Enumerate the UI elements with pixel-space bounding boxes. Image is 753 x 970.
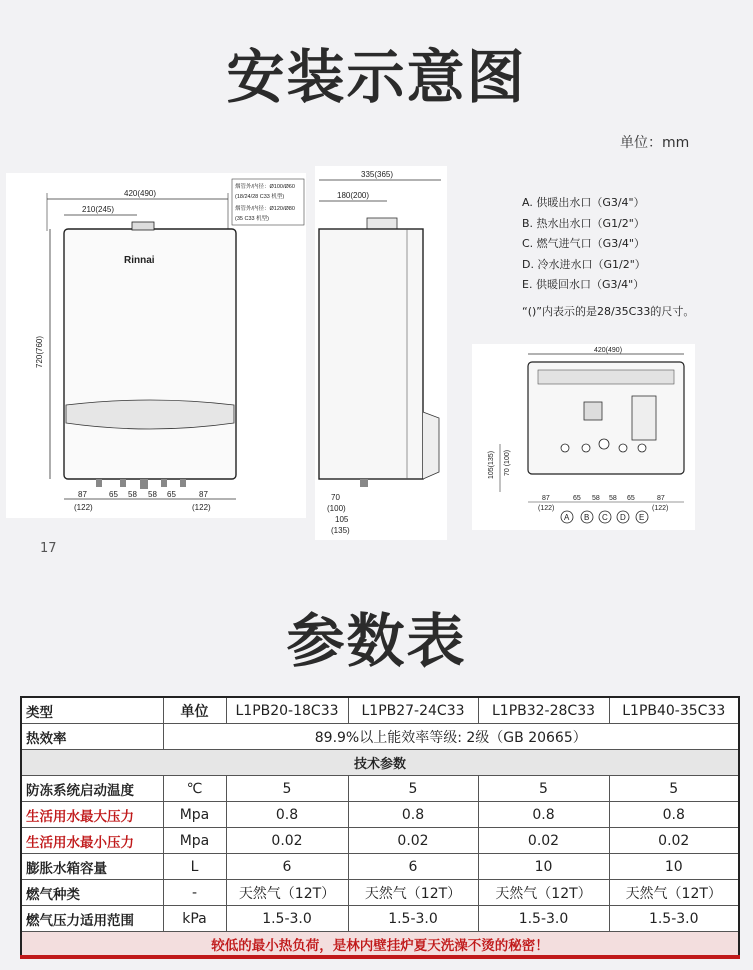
- row-unit: ℃: [163, 776, 226, 802]
- row-value: 1.5-3.0: [609, 906, 739, 932]
- row-label: 膨胀水箱容量: [21, 854, 163, 880]
- front-dim-alt-right: (122): [192, 503, 211, 512]
- bottom-height-1: 105(135): [488, 450, 495, 479]
- row-value: 天然气（12T）: [609, 880, 739, 906]
- row-unit: kPa: [163, 906, 226, 932]
- row-unit: -: [163, 880, 226, 906]
- legend-note: “()”内表示的是28/35C33的尺寸。: [522, 304, 695, 318]
- header-unit: 单位: [163, 697, 226, 724]
- row-value: 0.8: [348, 802, 478, 828]
- row-value: 0.8: [609, 802, 739, 828]
- bottom-dim-3: 58: [592, 495, 600, 502]
- front-dim-5: 65: [167, 490, 176, 499]
- efficiency-value: 89.9%以上能效率等级: 2级（GB 20665）: [163, 724, 739, 750]
- footer-slogan: 较低的最小热负荷，是林内壁挂炉夏天洗澡不烫的秘密！: [21, 932, 739, 958]
- side-dim-2: (100): [327, 504, 346, 513]
- brand-logo: Rinnai: [124, 255, 155, 266]
- table-section-row: [21, 750, 739, 776]
- row-value: 5: [226, 776, 348, 802]
- table-row-efficiency: [21, 724, 739, 750]
- row-value: 0.02: [226, 828, 348, 854]
- table-row: [21, 828, 739, 854]
- front-dim-6: 87: [199, 490, 208, 499]
- row-value: 6: [348, 854, 478, 880]
- bottom-view-drawing: [472, 344, 695, 530]
- row-label: 燃气压力适用范围: [21, 906, 163, 932]
- params-heading: 参数表: [286, 607, 467, 675]
- table-row: [21, 906, 739, 932]
- boiler-side-body: [319, 229, 423, 479]
- row-value: 1.5-3.0: [226, 906, 348, 932]
- table-header-row: [21, 697, 739, 724]
- row-value: 天然气（12T）: [348, 880, 478, 906]
- front-half-width: 210(245): [82, 205, 115, 214]
- row-label: 生活用水最小压力: [21, 828, 163, 854]
- front-height: 720(760): [35, 335, 44, 368]
- front-dim-2: 65: [109, 490, 118, 499]
- legend-item-b: B. 热水出水口（G1/2"）: [522, 216, 645, 230]
- row-value: 0.02: [348, 828, 478, 854]
- table-row: [21, 854, 739, 880]
- row-value: 1.5-3.0: [348, 906, 478, 932]
- flue-note-4: (35 C33 机型): [235, 216, 269, 222]
- row-value: 0.02: [609, 828, 739, 854]
- side-view-drawing: [315, 166, 447, 540]
- efficiency-label: 热效率: [21, 724, 163, 750]
- row-value: 天然气（12T）: [226, 880, 348, 906]
- row-value: 1.5-3.0: [478, 906, 609, 932]
- side-dim-3: 105: [335, 515, 349, 524]
- row-label: 生活用水最大压力: [21, 802, 163, 828]
- front-view-drawing: [6, 173, 306, 518]
- bottom-width: 420(490): [594, 347, 623, 354]
- row-unit: L: [163, 854, 226, 880]
- port-label-e: E: [639, 513, 645, 522]
- header-model-1: L1PB20-18C33: [226, 697, 348, 724]
- row-label: 燃气种类: [21, 880, 163, 906]
- bottom-dim-6: 87: [657, 495, 665, 502]
- legend-item-e: E. 供暖回水口（G3/4"）: [522, 278, 645, 291]
- legend-item-d: D. 冷水进水口（G1/2"）: [522, 257, 646, 271]
- side-dim-1: 70: [331, 493, 340, 502]
- port-label-a: A: [564, 513, 570, 522]
- legend-item-c: C. 燃气进气口（G3/4"）: [522, 237, 645, 250]
- unit-note: 单位：mm: [620, 135, 690, 151]
- table-row: [21, 802, 739, 828]
- row-value: 0.02: [478, 828, 609, 854]
- table-footer-row: [21, 932, 739, 958]
- install-diagram-heading: 安装示意图: [226, 43, 527, 111]
- bottom-dim-1: 87: [542, 495, 550, 502]
- flue-note-3: 烟管外/内径：Ø120/Ø80: [235, 206, 295, 212]
- page-number: 17: [40, 541, 57, 556]
- port-label-b: B: [584, 513, 590, 522]
- spec-table: [20, 696, 740, 959]
- bottom-height-2: 70 (100): [504, 449, 511, 476]
- bottom-dim-2: 65: [573, 495, 581, 502]
- header-model-3: L1PB32-28C33: [478, 697, 609, 724]
- side-flue-offset: 180(200): [337, 191, 370, 200]
- bottom-dim-4: 58: [609, 495, 617, 502]
- row-value: 6: [226, 854, 348, 880]
- front-total-width: 420(490): [124, 189, 157, 198]
- front-dim-4: 58: [148, 490, 157, 499]
- front-dim-alt-left: (122): [74, 503, 93, 512]
- front-dim-1: 87: [78, 490, 87, 499]
- row-value: 5: [348, 776, 478, 802]
- header-type: 类型: [21, 697, 163, 724]
- flue-note-2: (18/24/28 C33 机型): [235, 194, 285, 200]
- row-value: 天然气（12T）: [478, 880, 609, 906]
- row-value: 0.8: [226, 802, 348, 828]
- row-value: 0.8: [478, 802, 609, 828]
- flue-note-1: 烟管外/内径：Ø100/Ø60: [235, 184, 295, 190]
- front-dim-3: 58: [128, 490, 137, 499]
- bottom-dim-5: 65: [627, 495, 635, 502]
- boiler-front-body: [64, 229, 236, 479]
- side-depth: 335(365): [361, 170, 394, 179]
- legend-item-a: A. 供暖出水口（G3/4"）: [522, 196, 645, 209]
- row-value: 5: [609, 776, 739, 802]
- row-label: 防冻系统启动温度: [21, 776, 163, 802]
- section-label: 技术参数: [21, 750, 739, 776]
- row-unit: Mpa: [163, 828, 226, 854]
- table-row: [21, 776, 739, 802]
- port-legend: [522, 193, 694, 322]
- port-label-d: D: [620, 513, 626, 522]
- table-row: [21, 880, 739, 906]
- row-value: 10: [609, 854, 739, 880]
- port-label-c: C: [602, 513, 608, 522]
- bottom-dim-alt-left: (122): [538, 505, 555, 512]
- header-model-4: L1PB40-35C33: [609, 697, 739, 724]
- row-value: 10: [478, 854, 609, 880]
- row-value: 5: [478, 776, 609, 802]
- side-dim-4: (135): [331, 526, 350, 535]
- row-unit: Mpa: [163, 802, 226, 828]
- header-model-2: L1PB27-24C33: [348, 697, 478, 724]
- bottom-dim-alt-right: (122): [652, 505, 669, 512]
